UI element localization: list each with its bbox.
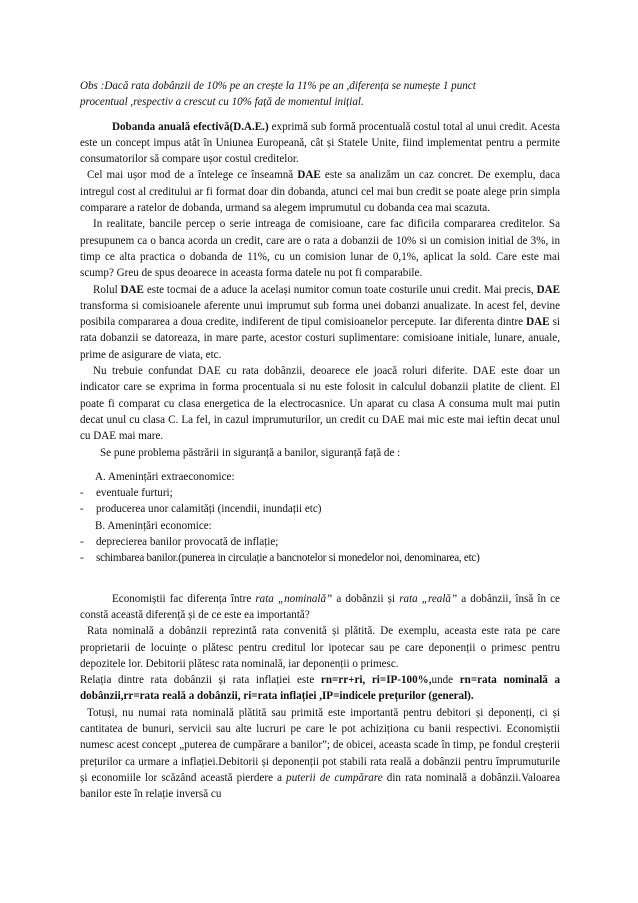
safety-intro-paragraph: Se pune problema păstrării in siguranță a banilor, siguranță față de : <box>100 446 401 459</box>
dae-role-paragraph: Rolul DAE este tocmai de a aduce la același numitor comun toate costurile unui credit. Mai precis, DAE transforma si comisioanele aferente unui imprumut sub forma unei dobanzi anualizate. In acest fel, devine posibila compararea a doua credite, indiferent de tipul comisioanelor percepute. Iar diferenta dintre DAE si rata dobanzii se datoreaza, in mare parte, acestor costuri suplimentare: comisioane initiale, lunare, anuale, prime de asigurare de viata, etc. <box>80 283 561 361</box>
list-item: - eventuale furturi; <box>80 487 173 500</box>
spacer <box>80 111 560 119</box>
dae-vs-rate-paragraph: Nu trebuie confundat DAE cu rata dobânzii, deoarece ele joacă roluri diferite. DAE este doar un indicator care se exprima in forma procentuala si nu este folosit in calculul dobanzii platite de client. El poate fi comparat cu clasa energetica de la electrocasnice. Un aparat cu clasa A consuma mult mai putin decat unul cu clasa C. La fel, in cazul imprumuturilor, un credit cu DAE mai mic este mai ieftin decat unul cu DAE mai mare. <box>80 365 560 443</box>
rates-intro-paragraph: Economiștii fac diferența între rata „nominală” a dobânzii și rata „reală” a dobânzii, însă în ce constă această diferență și de ce este ea importantă? <box>80 592 560 621</box>
dae-term: Dobanda anuală efectivă(D.A.E.) <box>112 120 269 133</box>
rate-relation-paragraph: Relația dintre rata dobânzii și rata inflației este rn=rr+ri, ri=IP-100%,unde rn=rata nominală a dobânzii,rr=rata reală a dobânzii, ri=rata inflației ,IP=indicele prețurilor (general). <box>80 674 561 703</box>
risk-group-b-heading: B. Amenințări economice: <box>95 519 212 532</box>
spacer <box>80 583 560 591</box>
commissions-paragraph: In realitate, bancile percep o serie intreaga de comisioane, care fac dificila compararea creditelor. Sa presupunem ca o banca acorda un credit, care are o rata a dobanzii de 10% si un comision initial de 3%, in timp ce alta practica o dobanda de 11%, cu un comision lunar de 0,1%, aplicat la sold. Care este mai scump? Greu de spus deoarece in aceasta forma datele nu pot fi comparabile. <box>80 218 560 280</box>
risk-group-a-heading: A. Amenințări extraeconomice: <box>95 470 235 483</box>
dae-definition-paragraph: Dobanda anuală efectivă(D.A.E.) exprimă sub formă procentuală costul total al unui credit. Acesta este un concept impus atât în Uniunea Europeană, cât și Statele Unite, fiind implementat pentru a permite consumatorilor să compare ușor costul creditelor. <box>80 120 560 166</box>
purchasing-power-paragraph: Totuși, nu numai rata nominală plătită sau primită este importantă pentru debitori și deponenți, ci și cantitatea de bunuri, servicii sau alte lucruri pe care le pot achiziționa cu banii respectivi. Economiștii numesc acest concept „puterea de cumpărare a banilor”; de obicei, aceasta scade în timp, pe fondul creșterii prețurilor ca urmare a inflației.Debitorii și deponenții pot stabili rata reală a dobânzii pentru împrumuturile și economiile lor scăzând această pierdere a puterii de cumpărare din rata nominală a dobânzii.Valoarea banilor este în relație inversă cu <box>80 706 560 801</box>
spacer <box>80 461 560 469</box>
dae-example-paragraph: Cel mai ușor mod de a întelege ce înseamnă DAE este sa analizăm un caz concret. De exemplu, daca intregul cost al creditului ar fi format doar din dobanda, atunci cel mai bun credit se poate alege prin simpla comparare a ratelor de dobanda, urmand sa alegem imprumutul cu dobanda cea mai scazuta. <box>80 169 560 215</box>
rate-formula: rn=rr+ri, ri=IP-100%, <box>320 674 432 687</box>
risk-list <box>80 469 560 567</box>
list-item: - schimbarea banilor.(punerea in circulație a bancnotelor si monedelor noi, denominarea, etc) <box>80 552 480 565</box>
obs-line-1: Obs :Dacă rata dobânzii de 10% pe an crește la 11% pe an ,diferența se numește 1 punct <box>80 80 476 92</box>
document-page <box>80 78 560 802</box>
obs-note <box>80 78 560 111</box>
list-item: - deprecierea banilor provocată de inflație; <box>80 536 279 549</box>
spacer <box>80 567 560 583</box>
list-item: - producerea unor calamități (incendii, inundații etc) <box>80 503 322 516</box>
obs-line-2: procentual ,respectiv a crescut cu 10% față de momentul inițial. <box>80 96 364 109</box>
rate-definitions: rn=rata nominală a dobânzii,rr=rata reală a dobânzii, ri=rata inflației ,IP=indicele prețurilor (general). <box>80 674 561 703</box>
nominal-rate-paragraph: Rata nominală a dobânzii reprezintă rata convenită și plătită. De exemplu, aceasta este rata pe care proprietarii de locuințe o plătesc pentru creditul lor ipotecar sau pe care deponenții o primesc pentru depozitele lor. Debitorii plătesc rata nominală, iar deponenții o primesc. <box>80 625 560 670</box>
